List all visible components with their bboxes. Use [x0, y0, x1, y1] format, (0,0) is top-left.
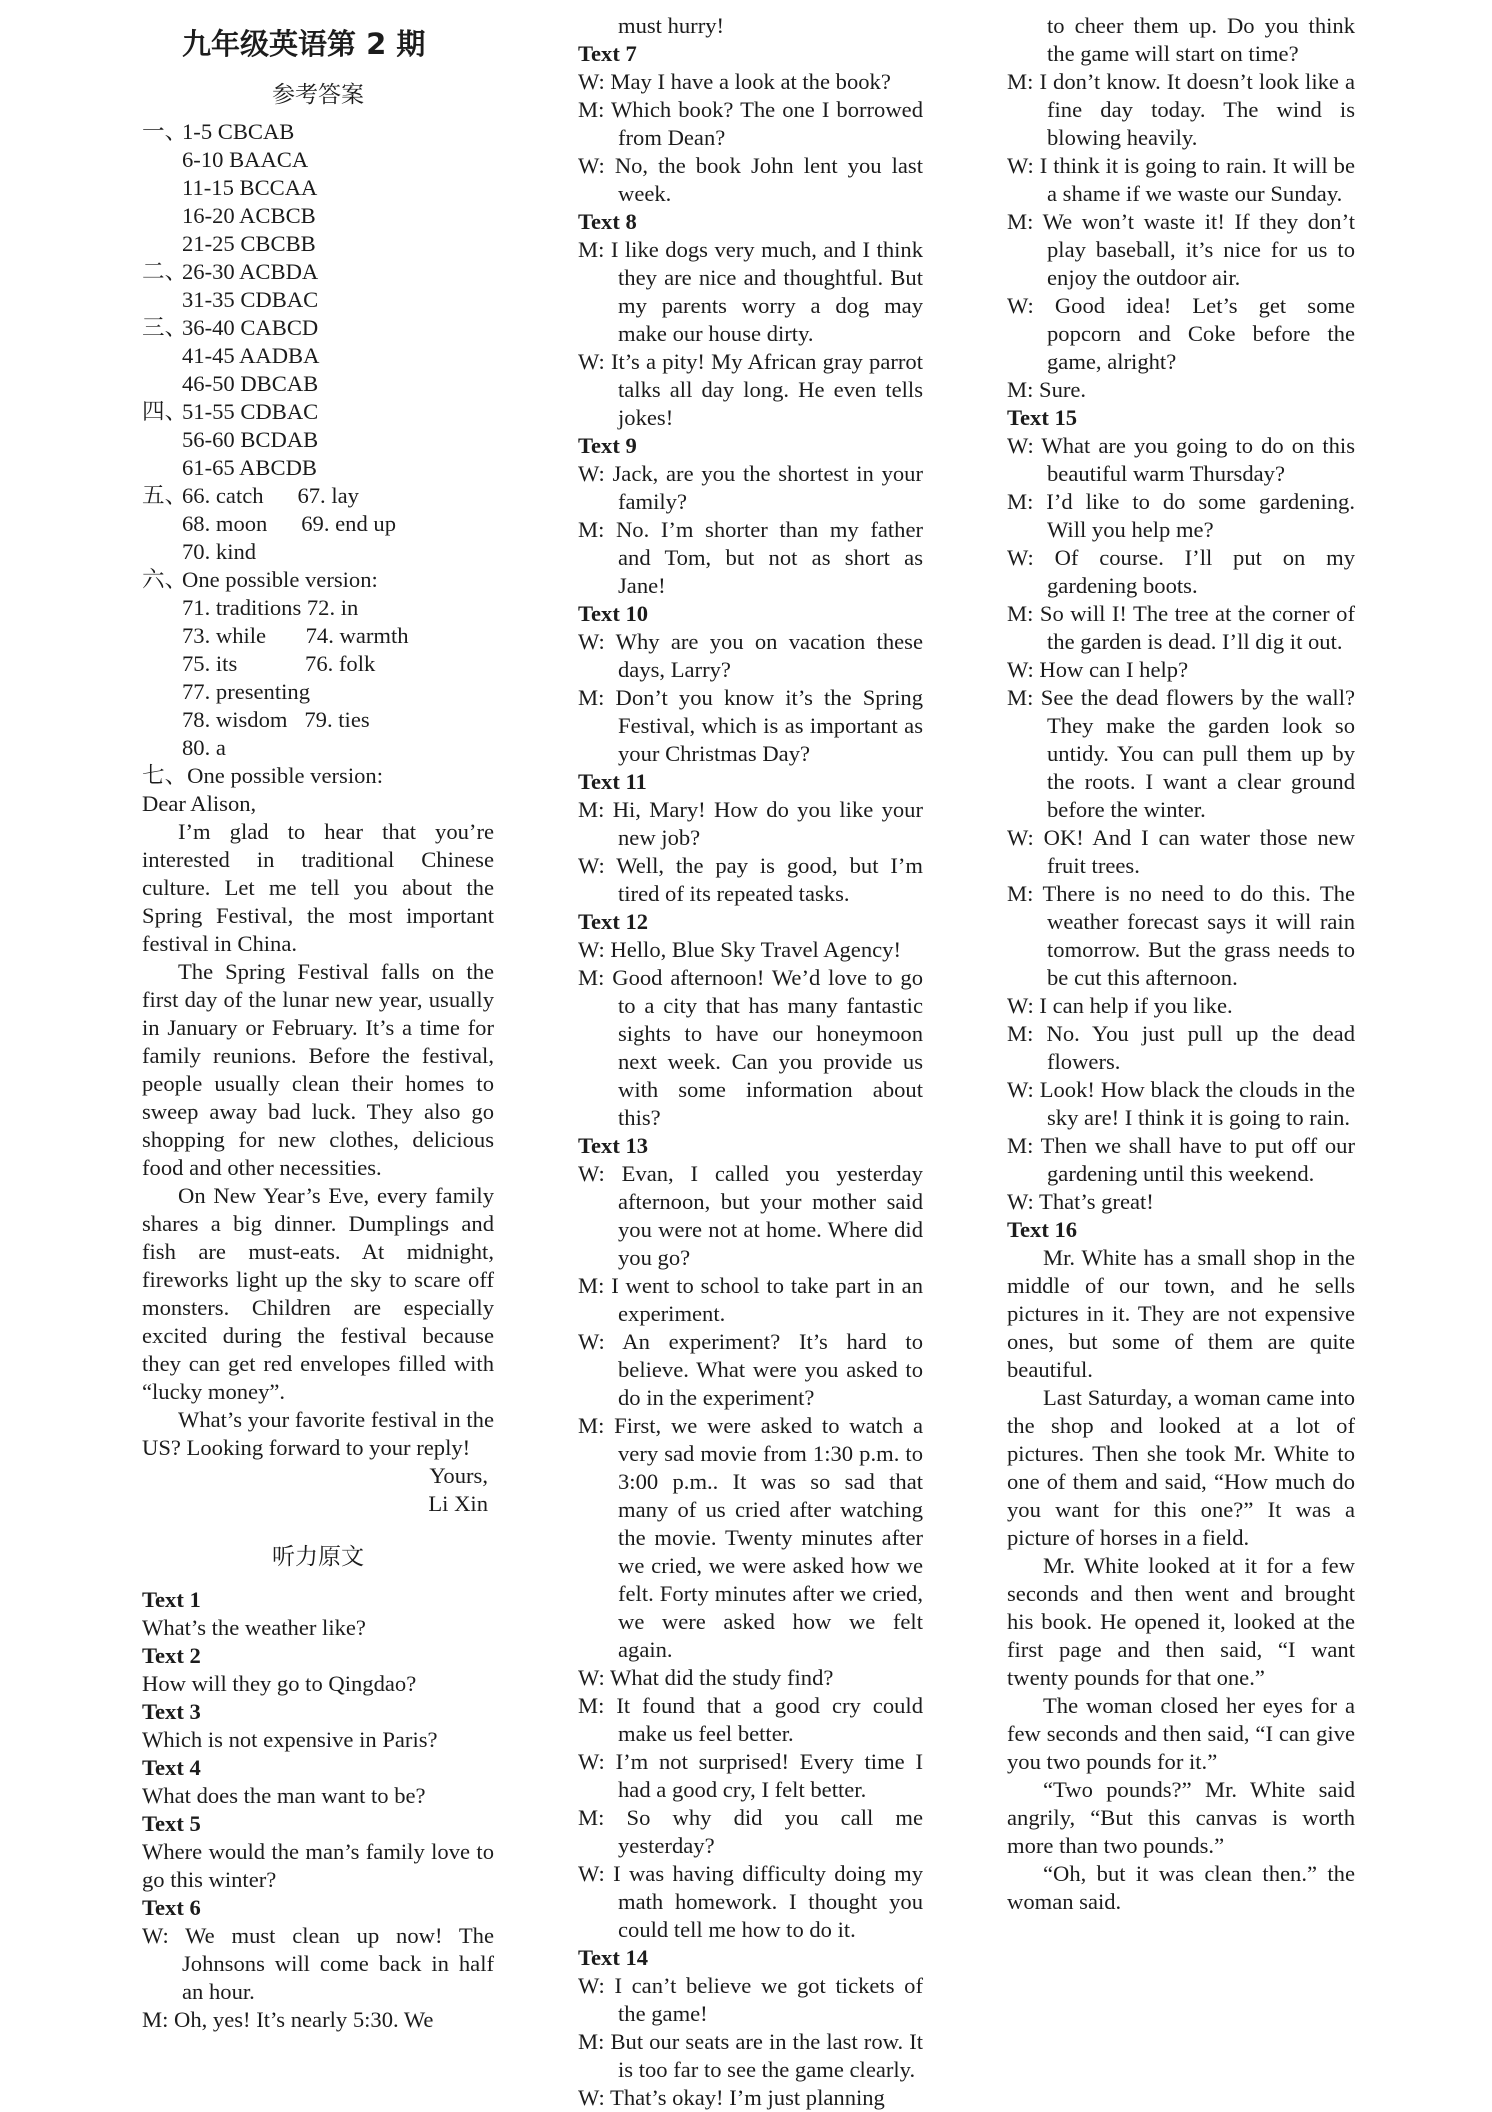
dialogue-line: [578, 1748, 923, 1804]
answer-text: 11-15 BCCAA: [182, 175, 318, 200]
answer-column: [142, 12, 494, 2034]
dialogue-line: [578, 348, 923, 432]
listening-transcript-part2: [578, 40, 923, 2112]
speaker-tag: W:: [578, 1329, 623, 1354]
speaker-tag: M:: [1007, 685, 1041, 710]
section-number: 六、: [142, 567, 188, 592]
speaker-tag: M:: [578, 797, 613, 822]
dialogue-text: It found that a good cry could make us feel better.: [616, 1693, 924, 1746]
speaker-tag: W:: [578, 1973, 615, 1998]
dialogue-text: We must clean up now! The Johnsons will come back in half an hour.: [182, 1923, 494, 2004]
answer-row: [142, 510, 494, 538]
section-number: 二、: [142, 259, 188, 284]
transcript-column-3: [1007, 12, 1355, 1916]
dialogue-line: [1007, 992, 1355, 1020]
text-label: Text 11: [578, 769, 647, 794]
answer-text: 80. a: [182, 735, 226, 760]
dialogue-line: [1007, 684, 1355, 824]
dialogue-text: Good idea! Let’s get some popcorn and Coke before the game, alright?: [1047, 293, 1355, 374]
speaker-tag: M:: [578, 517, 616, 542]
dialogue-line: [1007, 68, 1355, 152]
letter-salutation: Dear Alison,: [142, 791, 257, 816]
text-label: Text 15: [1007, 405, 1078, 430]
dialogue-line: [578, 1804, 923, 1860]
letter-paragraph: On New Year’s Eve, every family shares a big dinner. Dumplings and fish are must-eats. At midnight, fireworks light up the sky to scare off monsters. Children are especially excited during the festival because they can get red envelopes filled with “lucky money”.: [142, 1183, 494, 1404]
speaker-tag: M:: [1007, 489, 1047, 514]
answer-text: 51-55 CDBAC: [182, 399, 319, 424]
text-label: Text 9: [578, 433, 637, 458]
answer-row: [142, 622, 494, 650]
dialogue-text: I can help if you like.: [1039, 993, 1233, 1018]
dialogue-text: But our seats are in the last row. It is too far to see the game clearly.: [610, 2029, 924, 2082]
speaker-tag: M:: [1007, 601, 1040, 626]
dialogue-text: Hello, Blue Sky Travel Agency!: [610, 937, 901, 962]
dialogue-line: [1007, 656, 1355, 684]
listening-transcript-part1: [142, 1586, 494, 2034]
speaker-tag: W:: [578, 349, 611, 374]
continuation-line: to cheer them up. Do you think the game will start on time?: [1047, 13, 1355, 66]
dialogue-text: Then we shall have to put off our gardening until this weekend.: [1040, 1133, 1355, 1186]
dialogue-line: [142, 1614, 494, 1642]
letter-signature: Li Xin: [428, 1491, 488, 1516]
page-title: 九年级英语第 2 期: [182, 27, 426, 61]
dialogue-text: What’s the weather like?: [142, 1615, 366, 1640]
dialogue-line: [142, 1782, 494, 1810]
dialogue-text: Well, the pay is good, but I’m tired of its repeated tasks.: [616, 853, 923, 906]
answer-row: [142, 706, 494, 734]
text14-continued: [1007, 68, 1355, 404]
dialogue-line: [578, 516, 923, 600]
transcript-column-2: [578, 12, 923, 2112]
dialogue-text: That’s great!: [1039, 1189, 1154, 1214]
dialogue-text: Oh, yes! It’s nearly 5:30. We: [174, 2007, 434, 2032]
letter-paragraph: What’s your favorite festival in the US? Looking forward to your reply!: [142, 1407, 494, 1460]
speaker-tag: W:: [578, 2085, 611, 2110]
dialogue-text: Which book? The one I borrowed from Dean?: [610, 97, 923, 150]
dialogue-text: Of course. I’ll put on my gardening boots.: [1047, 545, 1355, 598]
speaker-tag: W:: [578, 629, 616, 654]
text16-story: [1007, 1244, 1355, 1916]
text-label: Text 10: [578, 601, 649, 626]
dialogue-line: [578, 1664, 923, 1692]
dialogue-line: [578, 2028, 923, 2084]
dialogue-text: May I have a look at the book?: [610, 69, 891, 94]
answer-row: [142, 342, 494, 370]
answer-row: [142, 174, 494, 202]
speaker-tag: M:: [578, 965, 613, 990]
dialogue-line: [142, 1726, 494, 1754]
speaker-tag: M:: [1007, 1021, 1047, 1046]
dialogue-text: It’s a pity! My African gray parrot talks all day long. He even tells jokes!: [610, 349, 923, 430]
dialogue-text: We won’t waste it! If they don’t play baseball, it’s nice for us to enjoy the outdoor air.: [1042, 209, 1355, 290]
dialogue-text: No. You just pull up the dead flowers.: [1046, 1021, 1355, 1074]
text-label: Text 1: [142, 1587, 201, 1612]
section-number: 四、: [142, 399, 188, 424]
answer-row: [142, 482, 494, 510]
answer-text: 26-30 ACBDA: [182, 259, 319, 284]
dialogue-text: Why are you on vacation these days, Larry?: [615, 629, 923, 682]
story-paragraph: “Oh, but it was clean then.” the woman said.: [1007, 1861, 1355, 1914]
speaker-tag: M:: [1007, 881, 1043, 906]
speaker-tag: M:: [578, 237, 611, 262]
story-paragraph: Last Saturday, a woman came into the shop and looked at a lot of pictures. Then she took Mr. White to one of them and said, “How much do you want for this one?” It was a picture of horses in a field.: [1007, 1385, 1355, 1550]
dialogue-line: [578, 2084, 923, 2112]
speaker-tag: W:: [578, 69, 611, 94]
listening-heading: 听力原文: [272, 1544, 364, 1570]
dialogue-line: [1007, 1076, 1355, 1132]
dialogue-line: [578, 936, 923, 964]
answer-text: 1-5 CBCAB: [182, 119, 295, 144]
dialogue-text: I think it is going to rain. It will be a shame if we waste our Sunday.: [1039, 153, 1355, 206]
speaker-tag: W:: [578, 937, 611, 962]
speaker-tag: M:: [142, 2007, 175, 2032]
speaker-tag: W:: [1007, 1189, 1040, 1214]
speaker-tag: M:: [1007, 69, 1040, 94]
dialogue-line: [578, 1272, 923, 1328]
speaker-tag: W:: [1007, 993, 1040, 1018]
speaker-tag: M:: [1007, 1133, 1041, 1158]
dialogue-line: [578, 964, 923, 1132]
dialogue-line: [578, 1412, 923, 1664]
story-paragraph: Mr. White has a small shop in the middle of our town, and he sells pictures in it. They are not expensive ones, but some of them are quite beautiful.: [1007, 1245, 1355, 1382]
answer-text: 56-60 BCDAB: [182, 427, 319, 452]
dialogue-text: Look! How black the clouds in the sky are! I think it is going to rain.: [1039, 1077, 1355, 1130]
dialogue-line: [578, 852, 923, 908]
dialogue-line: [1007, 600, 1355, 656]
letter-body: [142, 818, 494, 1462]
answer-text: 41-45 AADBA: [182, 343, 320, 368]
dialogue-line: [1007, 376, 1355, 404]
dialogue-line: [578, 460, 923, 516]
speaker-tag: W:: [1007, 153, 1040, 178]
answer-key-list: [142, 118, 494, 762]
dialogue-text: I went to school to take part in an experiment.: [611, 1273, 923, 1326]
answer-row: [142, 146, 494, 174]
answer-text: 61-65 ABCDB: [182, 455, 317, 480]
answer-row: [142, 594, 494, 622]
text-label: Text 6: [142, 1895, 201, 1920]
dialogue-line: [578, 796, 923, 852]
answer-row: [142, 258, 494, 286]
dialogue-line: [1007, 432, 1355, 488]
answer-row: [142, 370, 494, 398]
dialogue-line: [1007, 1132, 1355, 1188]
answer-text: 71. traditions 72. in: [182, 595, 359, 620]
dialogue-line: [578, 1692, 923, 1748]
answer-text: 31-35 CDBAC: [182, 287, 319, 312]
answer-row: [142, 230, 494, 258]
text-label: Text 16: [1007, 1217, 1078, 1242]
answer-text: 21-25 CBCBB: [182, 231, 316, 256]
dialogue-text: I’m not surprised! Every time I had a good cry, I felt better.: [615, 1749, 923, 1802]
speaker-tag: M:: [578, 1805, 627, 1830]
answer-row: [142, 426, 494, 454]
dialogue-line: [578, 96, 923, 152]
dialogue-text: No, the book John lent you last week.: [614, 153, 923, 206]
dialogue-text: What are you going to do on this beautiful warm Thursday?: [1041, 433, 1355, 486]
speaker-tag: W:: [578, 1861, 614, 1886]
dialogue-text: So will I! The tree at the corner of the garden is dead. I’ll dig it out.: [1039, 601, 1355, 654]
answer-row: [142, 202, 494, 230]
speaker-tag: M:: [578, 1273, 612, 1298]
dialogue-line: [578, 236, 923, 348]
dialogue-line: [1007, 824, 1355, 880]
text-label: Text 7: [578, 41, 637, 66]
dialogue-text: Hi, Mary! How do you like your new job?: [612, 797, 923, 850]
dialogue-text: Don’t you know it’s the Spring Festival, which is as important as your Christmas Day?: [615, 685, 923, 766]
speaker-tag: M:: [578, 97, 611, 122]
letter-paragraph: The Spring Festival falls on the first day of the lunar new year, usually in January or February. It’s a time for family reunions. Before the festival, people usually clean their homes to sweep away bad luck. They also go shopping for new clothes, delicious food and other necessities.: [142, 959, 494, 1180]
answer-row: [142, 454, 494, 482]
dialogue-text: An experiment? It’s hard to believe. What were you asked to do in the experiment?: [618, 1329, 923, 1410]
dialogue-text: I can’t believe we got tickets of the game!: [614, 1973, 923, 2026]
speaker-tag: W:: [1007, 545, 1055, 570]
section-number: 五、: [142, 483, 188, 508]
dialogue-text: There is no need to do this. The weather forecast says it will rain tomorrow. But the grass needs to be cut this afternoon.: [1042, 881, 1356, 990]
speaker-tag: W:: [1007, 657, 1040, 682]
text-label: Text 12: [578, 909, 649, 934]
answer-row: [142, 734, 494, 762]
speaker-tag: W:: [578, 153, 615, 178]
dialogue-text: I was having difficulty doing my math homework. I thought you could tell me how to do it.: [613, 1861, 923, 1942]
text-label: Text 3: [142, 1699, 201, 1724]
dialogue-text: So why did you call me yesterday?: [618, 1805, 923, 1858]
text15-dialogue: [1007, 432, 1355, 1216]
dialogue-text: What did the study find?: [610, 1665, 834, 1690]
answer-row: [142, 314, 494, 342]
answers-heading: 参考答案: [272, 82, 364, 108]
text-label: Text 4: [142, 1755, 201, 1780]
answer-row: [142, 286, 494, 314]
dialogue-line: [1007, 544, 1355, 600]
dialogue-text: Sure.: [1039, 377, 1087, 402]
speaker-tag: W:: [1007, 293, 1055, 318]
section-number: 三、: [142, 315, 188, 340]
dialogue-text: Good afternoon! We’d love to go to a city that has many fantastic sights to have our honeymoon next week. Can you provide us with some information about this?: [612, 965, 923, 1130]
text-label: Text 5: [142, 1811, 201, 1836]
text-label: Text 13: [578, 1133, 649, 1158]
continuation-line: must hurry!: [618, 13, 725, 38]
text-label: Text 2: [142, 1643, 201, 1668]
dialogue-line: [578, 1972, 923, 2028]
answer-row: [142, 538, 494, 566]
answer-row: [142, 678, 494, 706]
answer-text: 36-40 CABCD: [182, 315, 319, 340]
answer-text: 66. catch 67. lay: [182, 483, 359, 508]
speaker-tag: W:: [1007, 1077, 1040, 1102]
speaker-tag: W:: [578, 461, 613, 486]
dialogue-text: That’s okay! I’m just planning: [610, 2085, 885, 2110]
story-paragraph: “Two pounds?” Mr. White said angrily, “But this canvas is worth more than two pounds.”: [1007, 1777, 1355, 1858]
dialogue-line: [1007, 208, 1355, 292]
dialogue-text: How can I help?: [1039, 657, 1189, 682]
dialogue-line: [1007, 152, 1355, 208]
story-paragraph: The woman closed her eyes for a few seconds and then said, “I can give you two pounds for it.”: [1007, 1693, 1355, 1774]
dialogue-text: I’d like to do some gardening. Will you help me?: [1046, 489, 1355, 542]
answer-text: 46-50 DBCAB: [182, 371, 319, 396]
speaker-tag: W:: [578, 853, 617, 878]
answer-row: [142, 650, 494, 678]
speaker-tag: W:: [578, 1749, 616, 1774]
dialogue-line: [578, 1860, 923, 1944]
speaker-tag: M:: [1007, 209, 1043, 234]
dialogue-text: Where would the man’s family love to go this winter?: [142, 1839, 494, 1892]
dialogue-text: No. I’m shorter than my father and Tom, but not as short as Jane!: [615, 517, 923, 598]
essay-intro: 七、One possible version:: [142, 763, 383, 788]
speaker-tag: M:: [578, 1413, 615, 1438]
dialogue-text: See the dead flowers by the wall? They make the garden look so untidy. You can pull them up by the roots. I want a clear ground before the winter.: [1040, 685, 1355, 822]
letter-closing: Yours,: [429, 1463, 488, 1488]
speaker-tag: W:: [1007, 433, 1042, 458]
dialogue-text: Which is not expensive in Paris?: [142, 1727, 438, 1752]
dialogue-line: [142, 2006, 494, 2034]
dialogue-line: [1007, 880, 1355, 992]
answer-text: 70. kind: [182, 539, 257, 564]
story-paragraph: Mr. White looked at it for a few seconds and then went and brought his book. He opened it, looked at the first page and then said, “I want twenty pounds for that one.”: [1007, 1553, 1355, 1690]
speaker-tag: M:: [1007, 377, 1040, 402]
answer-text: 73. while 74. warmth: [182, 623, 409, 648]
answer-text: 75. its 76. folk: [182, 651, 376, 676]
dialogue-text: Evan, I called you yesterday afternoon, but your mother said you were not at home. Where did you go?: [618, 1161, 923, 1270]
answer-row: [142, 398, 494, 426]
dialogue-text: Jack, are you the shortest in your family?: [612, 461, 923, 514]
speaker-tag: W:: [1007, 825, 1044, 850]
dialogue-text: First, we were asked to watch a very sad movie from 1:30 p.m. to 3:00 p.m.. It was so sad that many of us cried after watching the movie. Twenty minutes after we cried, we were asked how we felt. Forty minutes after we cried, we were asked how we felt again.: [614, 1413, 923, 1662]
answer-row: [142, 566, 494, 594]
text-label: Text 14: [578, 1945, 649, 1970]
speaker-tag: W:: [578, 1665, 611, 1690]
section-number: 一、: [142, 119, 188, 144]
speaker-tag: M:: [578, 685, 616, 710]
dialogue-line: [142, 1670, 494, 1698]
letter-paragraph: I’m glad to hear that you’re interested in traditional Chinese culture. Let me tell you about the Spring Festival, the most important festival in China.: [142, 819, 494, 956]
answer-text: 77. presenting: [182, 679, 311, 704]
dialogue-line: [578, 1160, 923, 1272]
answer-text: One possible version:: [182, 567, 378, 592]
dialogue-line: [142, 1922, 494, 2006]
answer-text: 78. wisdom 79. ties: [182, 707, 370, 732]
dialogue-line: [578, 1328, 923, 1412]
dialogue-text: I don’t know. It doesn’t look like a fine day today. The wind is blowing heavily.: [1039, 69, 1356, 150]
text-label: Text 8: [578, 209, 637, 234]
dialogue-line: [1007, 292, 1355, 376]
dialogue-text: I like dogs very much, and I think they are nice and thoughtful. But my parents worry a dog may make our house dirty.: [610, 237, 924, 346]
dialogue-line: [142, 1838, 494, 1894]
dialogue-line: [1007, 1020, 1355, 1076]
speaker-tag: W:: [578, 1161, 622, 1186]
speaker-tag: M:: [578, 2029, 611, 2054]
dialogue-line: [578, 68, 923, 96]
dialogue-line: [1007, 1188, 1355, 1216]
dialogue-line: [1007, 488, 1355, 544]
speaker-tag: M:: [578, 1693, 617, 1718]
dialogue-line: [578, 684, 923, 768]
dialogue-text: What does the man want to be?: [142, 1783, 426, 1808]
answer-text: 16-20 ACBCB: [182, 203, 316, 228]
dialogue-text: OK! And I can water those new fruit trees.: [1043, 825, 1355, 878]
dialogue-line: [578, 628, 923, 684]
answer-row: [142, 118, 494, 146]
dialogue-text: How will they go to Qingdao?: [142, 1671, 417, 1696]
answer-text: 6-10 BAACA: [182, 147, 309, 172]
dialogue-line: [578, 152, 923, 208]
answer-text: 68. moon 69. end up: [182, 511, 397, 536]
speaker-tag: W:: [142, 1923, 186, 1948]
